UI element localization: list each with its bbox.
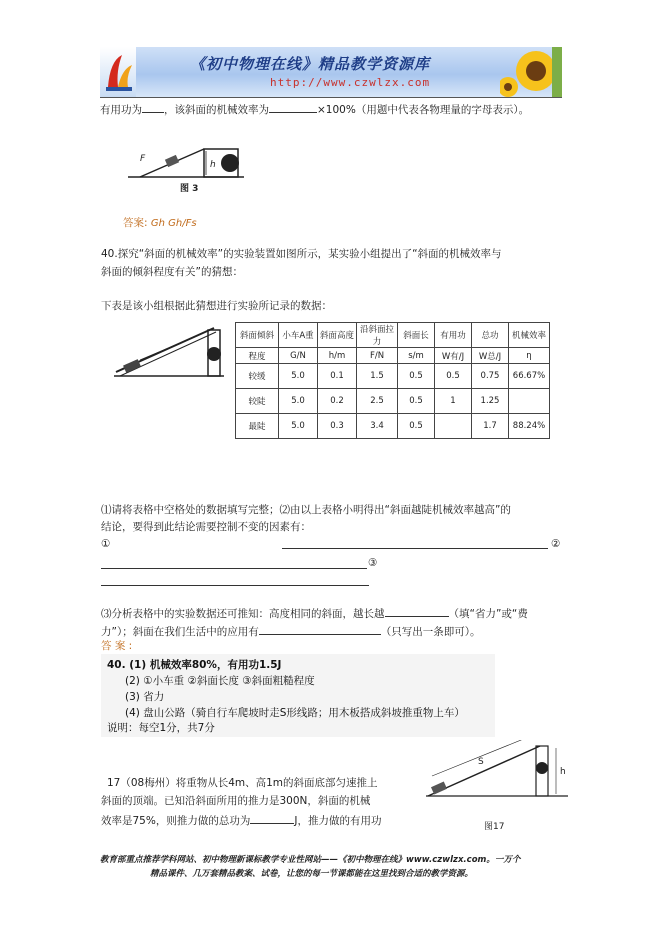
table-cell: 66.67%	[509, 364, 550, 389]
blank-factor-2[interactable]	[101, 568, 367, 569]
answer-line: (3) 省力	[125, 691, 165, 703]
blank-mark-3: ③	[368, 557, 378, 569]
fig3-label-h: h	[210, 160, 216, 170]
table-cell: 0.5	[398, 364, 435, 389]
header-cell: W总/J	[472, 348, 509, 364]
header-cell: 斜面高度	[318, 323, 357, 348]
table-cell: 5.0	[279, 414, 318, 439]
header-cell: 程度	[236, 348, 279, 364]
header-cell: η	[509, 348, 550, 364]
table-cell: 1.7	[472, 414, 509, 439]
answer-1-value: Gh Gh/Fs	[150, 218, 197, 229]
table-cell: 1	[435, 389, 472, 414]
table-cell: 0.5	[435, 364, 472, 389]
table-cell: 0.75	[472, 364, 509, 389]
q40-intro-line-1: 40.探究“斜面的机械效率”的实验装置如图所示，某实验小组提出了“斜面的机械效率与	[101, 248, 502, 260]
table-cell-blank[interactable]	[509, 389, 550, 414]
table-row	[236, 414, 550, 439]
blank-force-type[interactable]	[385, 604, 449, 617]
fig3-caption: 图 3	[180, 184, 199, 194]
answer-1-label: 答案:	[123, 217, 148, 229]
table-cell: 1.25	[472, 389, 509, 414]
table-cell-blank[interactable]	[435, 414, 472, 439]
q40-intro-line-2: 斜面的倾斜程度有关”的猜想：	[101, 266, 243, 278]
top-question-line: 有用功为 ，该斜面的机械效率为 ×100%（用题中代表各物理量的字母表示）。	[100, 100, 529, 118]
fig17-caption: 图17	[484, 822, 505, 832]
blank-application[interactable]	[259, 622, 381, 635]
table-row	[236, 389, 550, 414]
q17-line-1: 17（08梅州）将重物从长4m、高1m的斜面底部匀速推上	[107, 777, 378, 789]
fig17-label-s: S	[478, 757, 484, 767]
blank-mark-1: ①	[101, 538, 111, 550]
header-divider	[100, 97, 562, 98]
header-cell: 有用功	[435, 323, 472, 348]
answer-line: 说明：每空1分，共7分	[107, 722, 215, 734]
q40-part3-line-1: ⑶分析表格中的实验数据还可推知：高度相同的斜面，越长越 （填“省力”或“费	[101, 604, 528, 622]
header-cell: 小车A重	[279, 323, 318, 348]
q40-part3-line-2: 力”）；斜面在我们生活中的应用有 （只写出一条即可）。	[101, 622, 480, 640]
sunflower-image	[500, 47, 562, 97]
logo	[100, 47, 136, 97]
footer-line-1: 教育部重点推荐学科网站、初中物理新课标教学专业性网站——《初中物理在线》www.czwlzx.com。一万个	[100, 855, 521, 865]
header-cell: W有/J	[435, 348, 472, 364]
table-cell: 3.4	[357, 414, 398, 439]
table-cell: 5.0	[279, 389, 318, 414]
fig17-label-h: h	[560, 767, 566, 777]
site-brand: 《初中物理在线》精品教学资源库	[190, 55, 431, 73]
footer-line-2: 精品课件、几万套精品教案、试卷，让您的每一节课都能在这里找到合适的教学资源。	[150, 869, 474, 879]
header-cell: F/N	[357, 348, 398, 364]
q17-line-2: 斜面的顶端。已知沿斜面所用的推力是300N，斜面的机械	[101, 795, 371, 807]
blank-efficiency[interactable]	[269, 100, 317, 113]
header-cell: 沿斜面拉力	[357, 323, 398, 348]
site-url[interactable]: http://www.czwlzx.com	[270, 76, 431, 89]
q17-line-3: 效率是75%，则推力做的总功为 J，推力做的有用功	[101, 811, 381, 829]
answer-40-label: 答 案 :	[101, 640, 133, 652]
answer-line: (4) 盘山公路（骑自行车爬坡时走S形线路；用木板搭成斜坡推重物上车）	[125, 707, 465, 719]
table-cell: 较缓	[236, 364, 279, 389]
header-cell: G/N	[279, 348, 318, 364]
answer-line: 40. (1) 机械效率80%，有用功1.5J	[107, 659, 282, 671]
table-cell: 5.0	[279, 364, 318, 389]
blank-total-work[interactable]	[250, 811, 294, 824]
header-cell: 总功	[472, 323, 509, 348]
table-cell: 0.3	[318, 414, 357, 439]
table-cell: 最陡	[236, 414, 279, 439]
table-cell: 1.5	[357, 364, 398, 389]
table-cell: 2.5	[357, 389, 398, 414]
figure-17	[422, 740, 572, 820]
header-cell: 斜面倾斜	[236, 323, 279, 348]
blank-useful-work[interactable]	[142, 100, 164, 113]
header-cell: 斜面长	[398, 323, 435, 348]
incline-apparatus-figure	[112, 320, 226, 380]
header-cell: s/m	[398, 348, 435, 364]
table-cell: 0.5	[398, 414, 435, 439]
table-cell: 较陡	[236, 389, 279, 414]
q40-table-intro: 下表是该小组根据此猜想进行实验所记录的数据：	[101, 300, 332, 312]
table-cell: 0.1	[318, 364, 357, 389]
table-cell: 88.24%	[509, 414, 550, 439]
blank-mark-2: ②	[551, 538, 561, 550]
q40-part1-line-2: 结论，要得到此结论需要控制不变的因素有：	[101, 521, 311, 533]
q40-part1-line-1: ⑴请将表格中空格处的数据填写完整；⑵由以上表格小明得出“斜面越陡机械效率越高”的	[101, 504, 511, 516]
answer-line: (2) ①小车重 ②斜面长度 ③斜面粗糙程度	[125, 675, 315, 687]
answer-40-image	[101, 654, 495, 737]
table-row	[236, 364, 550, 389]
fig3-label-f: F	[140, 154, 146, 164]
header-cell: h/m	[318, 348, 357, 364]
blank-factor-3[interactable]	[101, 585, 369, 586]
header-banner	[100, 47, 562, 97]
table-cell: 0.2	[318, 389, 357, 414]
answer-1	[123, 215, 197, 232]
experiment-data-table	[235, 322, 550, 439]
table-cell: 0.5	[398, 389, 435, 414]
header-cell: 机械效率	[509, 323, 550, 348]
blank-factor-1[interactable]	[282, 548, 548, 549]
